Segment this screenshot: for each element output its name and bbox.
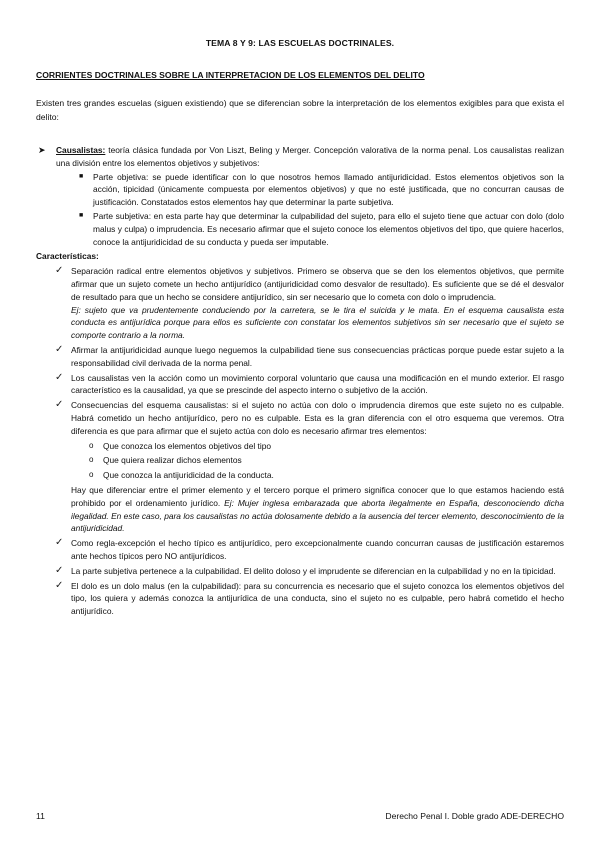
circle-bullet-icon: o	[89, 440, 94, 450]
parte-subjetiva-item: ■ Parte subjetiva: en esta parte hay que determinar la culpabilidad del sujeto, para ello el sujeto tiene que actuar con dolo (dolo malus y culpa) o imprudencia. Es necesario afirmar que el sujeto conoce los elementos objetivos del tipo, que quiere hacerlos, conoce la antijuridicidad de su conducta y pueda ser imputable.	[79, 210, 564, 247]
dolo-element-3: o Que conozca la antijuridicidad de la conducta.	[89, 470, 274, 481]
checkmark-icon: ✓	[55, 564, 64, 576]
example-text: Ej: sujeto que va prudentemente conduciendo por la carretera, se le tira el suicida y le mata. En el esquema causalista esta conducta es antijurídica porque para ellos es suficiente con constatar los elementos subjetivos sin ser necesario que el sujeto se comporte contrario a la norma.	[71, 304, 564, 341]
main-content	[36, 144, 564, 618]
checkmark-icon: ✓	[55, 265, 64, 277]
checkmark-icon: ✓	[55, 399, 64, 411]
square-bullet-icon: ■	[79, 211, 84, 219]
checkmark-icon: ✓	[55, 371, 64, 383]
dolo-element-2: o Que quiera realizar dichos elementos	[89, 455, 242, 466]
caracteristica-item-6: ✓ La parte subjetiva pertenece a la culpabilidad. El delito doloso y el imprudente se diferencian en la culpabilidad y no en la tipicidad.	[55, 564, 556, 576]
circle-bullet-icon: o	[89, 470, 94, 480]
caracteristica-item-4-continuation: Hay que diferenciar entre el primer elemento y el tercero porque el primero significa conocer que lo que estamos haciendo está prohibido por el ordenamiento jurídico. Ej: Mujer inglesa embarazada que aborta ilegalmente en España, desconociendo dicha ilegalidad. En este caso, para los causalistas no actúa dolosamente debido a la ausencia del tercer elemento, desconocimiento de la antijuridicidad.	[71, 484, 564, 534]
section-subtitle: CORRIENTES DOCTRINALES SOBRE LA INTERPRETACION DE LOS ELEMENTOS DEL DELITO	[36, 70, 425, 80]
checkmark-icon: ✓	[55, 537, 64, 549]
causalistas-text: teoría clásica fundada por Von Liszt, Beling y Merger. Concepción valorativa de la norma penal. Los causalistas realizan una división entre los elementos objetivos y subjetivos:	[56, 145, 564, 168]
caracteristica-item-1: ✓ Separación radical entre elementos objetivos y subjetivos. Primero se observa que se den los elementos objetivos, que permite afirmar que un sujeto comete un hecho antijurídico (antijuridicidad como desvalor de resultado). Es suficiente que se dé el desvalor de resultado para que un hecho se considere antijurídico, sin ser necesario que lo cometa con dolo o imprudencia. Ej: sujeto que va prudentemente conduciendo por la carretera, se le tira el suicida y le mata. En el esquema causalista esta conducta es antijurídica porque para ellos es suficiente con constatar los elementos subjetivos sin ser necesario que el sujeto se comporte contrario a la norma.	[55, 265, 564, 341]
page-number: 11	[36, 811, 45, 821]
circle-bullet-icon: o	[89, 455, 94, 465]
page-title: TEMA 8 Y 9: LAS ESCUELAS DOCTRINALES.	[205, 38, 395, 48]
dolo-element-1: o Que conozca los elementos objetivos del tipo	[89, 440, 272, 451]
arrow-bullet-icon: ➤	[38, 145, 46, 155]
example-text: Ej: Mujer inglesa embarazada que aborta ilegalmente en España, desconociendo dicha ilegalidad. En este caso, para los causalistas no actúa dolosamente debido a la ausencia del tercer elemento, desconocimiento de la antijuridicidad.	[71, 497, 564, 534]
footer-course: Derecho Penal I. Doble grado ADE-DERECHO	[385, 811, 564, 821]
caracteristica-item-5: ✓ Como regla-excepción el hecho típico es antijurídico, pero excepcionalmente cuando concurran causas de justificación estaremos ante hechos típicos pero NO antijurídicos.	[55, 537, 564, 561]
square-bullet-icon: ■	[79, 172, 84, 180]
causalistas-item	[36, 144, 564, 170]
caracteristicas-heading: Características:	[36, 251, 99, 262]
intro-paragraph: Existen tres grandes escuelas (siguen existiendo) que se diferencian sobre la interpretación de los elementos exigibles para que exista el delito:	[36, 98, 564, 122]
checkmark-icon: ✓	[55, 343, 64, 355]
causalistas-label: Causalistas:	[56, 145, 106, 155]
checkmark-icon: ✓	[55, 579, 64, 591]
caracteristica-item-4: ✓ Consecuencias del esquema causalistas: si el sujeto no actúa con dolo o imprudencia diremos que este sujeto no es culpable. Habrá cometido un hecho antijurídico, pero no es culpable. Esta es la gran diferencia con el otro esquema que veremos. Otra diferencia es que para afirmar que el sujeto actúa con dolo es necesario afirmar tres elementos:	[55, 399, 564, 436]
caracteristica-item-3: ✓ Los causalistas ven la acción como un movimiento corporal voluntario que causa una modificación en el mundo exterior. El rasgo característico es la causalidad, ya que se prescinde del aspecto interno o subjetivo de la acción.	[55, 371, 564, 396]
caracteristica-item-7: ✓ El dolo es un dolo malus (en la culpabilidad): para su concurrencia es necesario que el sujeto conozca los elementos objetivos del tipo, los quiera y además conozca la antijurídica de una conducta, sino el sujeto no es culpable, pero habrá cometido el hecho antijurídico.	[55, 579, 564, 617]
caracteristica-item-2: ✓ Afirmar la antijuridicidad aunque luego neguemos la culpabilidad tiene sus consecuencias prácticas porque puede estar sujeto a la responsabilidad civil derivada de la norma penal.	[55, 343, 564, 368]
parte-objetiva-item: ■ Parte objetiva: se puede identificar con lo que nosotros hemos llamado antijuridicidad. Estos elementos objetivos son la acción, tipicidad (únicamente compuesta por elementos objetivos) y que no esté justificada, que no concurran causas de justificación. Constatados estos elementos hay que determinar la parte subjetiva.	[79, 171, 564, 208]
